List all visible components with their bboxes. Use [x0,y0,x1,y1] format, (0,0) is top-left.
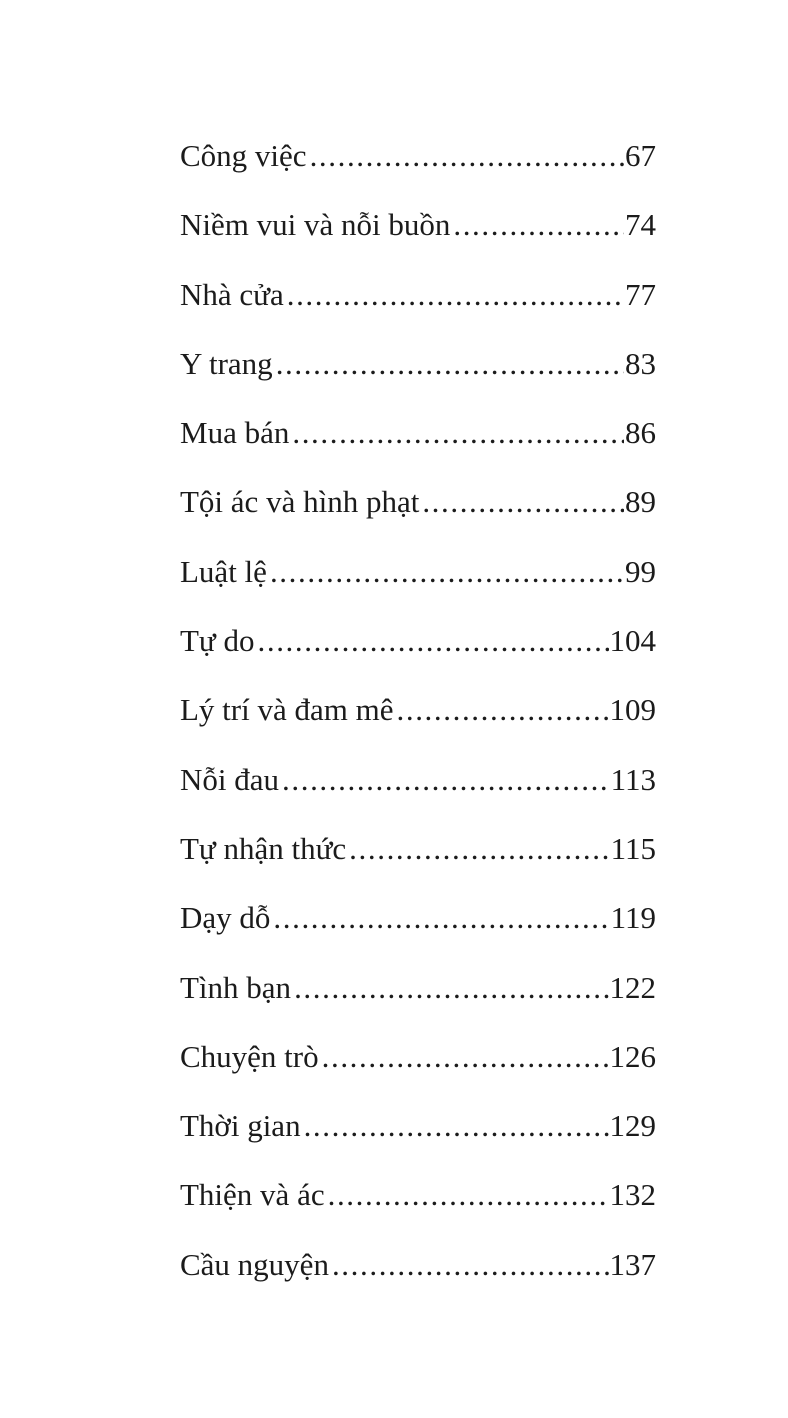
dot-leader [349,814,609,883]
toc-entry-page-number: 83 [625,345,656,381]
dot-leader [397,675,609,744]
toc-entry-title: Tình bạn [180,969,292,1005]
toc-entry-title: Lý trí và đam mê [180,692,394,728]
toc-entry [180,260,656,329]
dot-leader [273,883,609,952]
dot-leader [422,467,624,536]
toc-entry-page-number: 77 [625,276,656,312]
toc-entry-page-number: 122 [609,969,656,1005]
toc-entry-title: Dạy dỗ [180,900,271,936]
dot-leader [310,121,624,190]
toc-entry [180,329,656,398]
toc-entry-page-number: 137 [609,1246,656,1282]
toc-entry [180,745,656,814]
toc-entry-title: Cầu nguyện [180,1246,329,1282]
toc-entry [180,675,656,744]
toc-entry-page-number: 86 [625,415,656,451]
dot-leader [328,1160,609,1229]
toc-entry [180,190,656,259]
toc-entry-page-number: 132 [609,1177,656,1213]
toc-entry [180,398,656,467]
toc-entry-page-number: 99 [625,553,656,589]
toc-entry [180,606,656,675]
toc-entry [180,953,656,1022]
dot-leader [276,329,624,398]
toc-entry [180,537,656,606]
toc-entry-page-number: 67 [625,138,656,173]
toc-entry-title: Niềm vui và nỗi buồn [180,207,451,243]
toc-entry-page-number: 126 [609,1038,656,1074]
dot-leader [294,953,608,1022]
toc-entry-title: Tự nhận thức [180,830,347,866]
toc-entry-page-number: 119 [610,900,656,936]
toc-entry-title: Chuyện trò [180,1038,319,1074]
toc-entry [180,814,656,883]
toc-entry-title: Thời gian [180,1108,301,1144]
table-of-contents [180,121,656,1299]
toc-entry-title: Tự do [180,623,255,659]
toc-entry [180,1022,656,1091]
dot-leader [332,1230,609,1299]
toc-entry-page-number: 74 [625,207,656,243]
dot-leader [287,260,624,329]
dot-leader [292,398,624,467]
toc-entry-title: Thiện và ác [180,1177,325,1213]
toc-entry-page-number: 89 [625,484,656,520]
dot-leader [258,606,609,675]
toc-entry [180,1230,656,1299]
toc-entry [180,121,656,190]
dot-leader [282,745,610,814]
toc-entry-page-number: 113 [610,761,656,797]
toc-entry-title: Nỗi đau [180,761,280,797]
toc-entry-page-number: 129 [609,1108,656,1144]
toc-entry-page-number: 109 [609,692,656,728]
toc-entry-title: Mua bán [180,415,290,451]
dot-leader [453,190,624,259]
toc-entry [180,1091,656,1160]
dot-leader [270,537,624,606]
toc-entry-title: Tội ác và hình phạt [180,484,420,520]
toc-entry [180,467,656,536]
toc-entry-page-number: 104 [609,623,656,659]
toc-entry-title: Y trang [180,345,273,381]
toc-entry-title: Luật lệ [180,553,267,589]
toc-entry-title: Công việc [180,138,307,173]
toc-entry-title: Nhà cửa [180,276,284,312]
toc-entry [180,883,656,952]
toc-entry [180,1160,656,1229]
dot-leader [322,1022,609,1091]
dot-leader [304,1091,609,1160]
toc-entry-page-number: 115 [610,830,656,866]
